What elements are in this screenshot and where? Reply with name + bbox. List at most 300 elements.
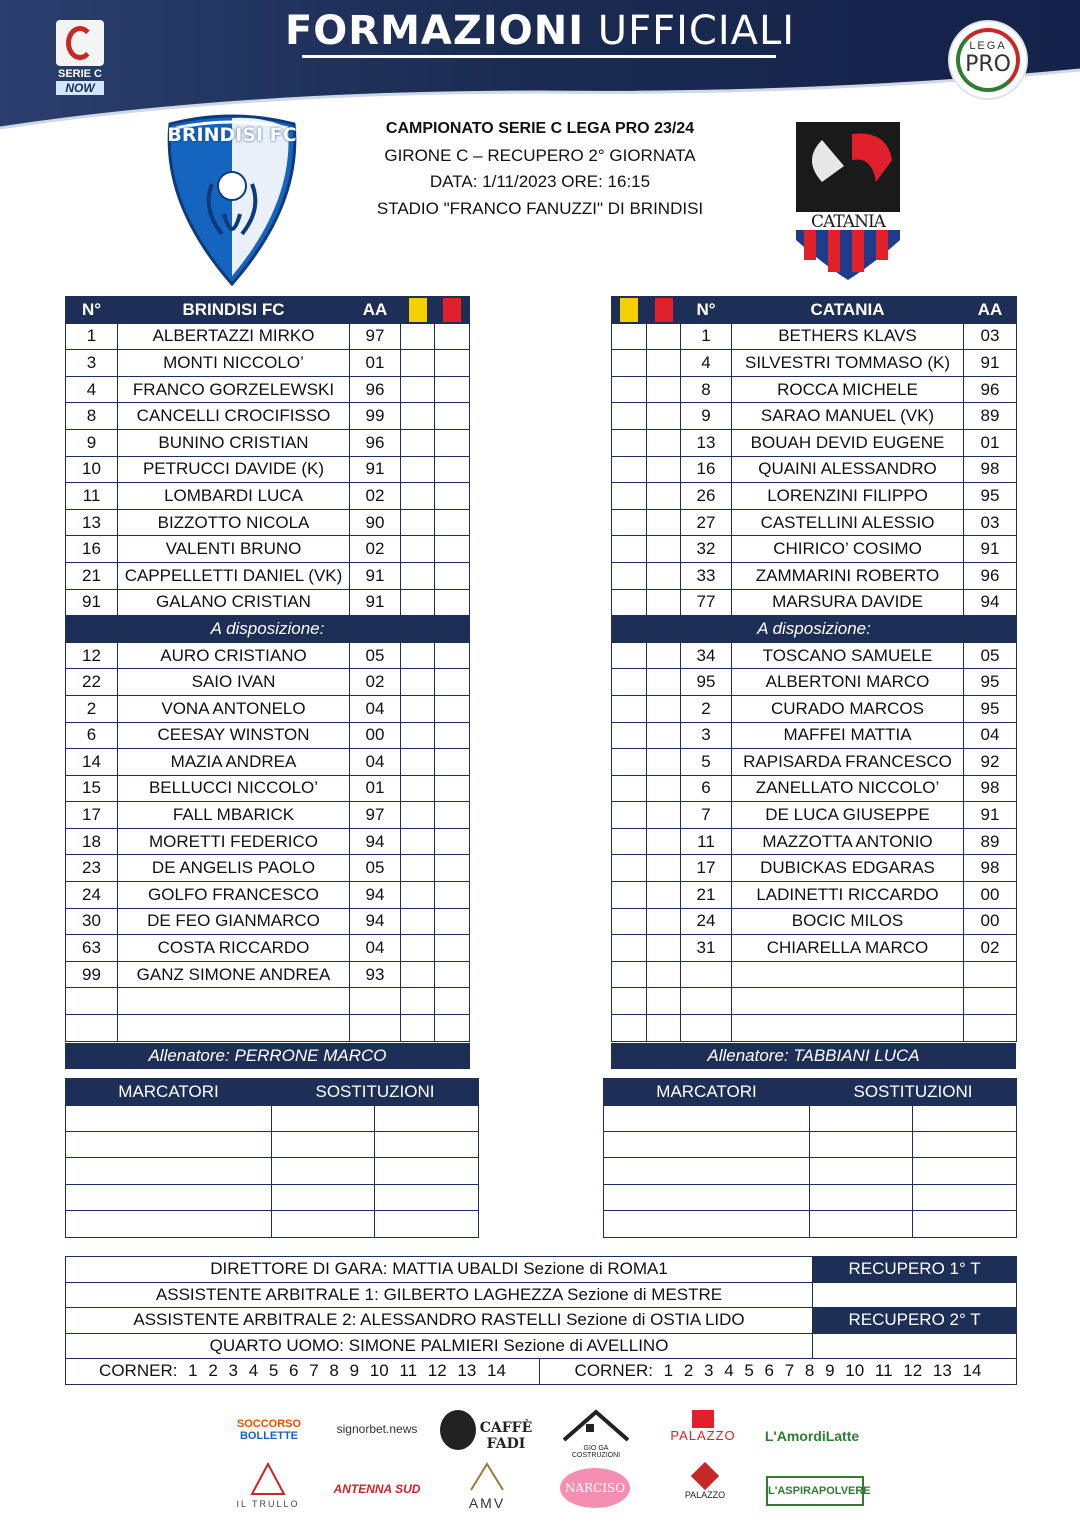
red-card-cell [647, 695, 681, 722]
red-card-header [647, 297, 681, 324]
yellow-card-cell [612, 536, 647, 563]
sponsor-gio-ga-costruzioni: GIO GA COSTRUZIONI [560, 1408, 632, 1454]
yellow-card-cell [401, 376, 435, 403]
red-card-cell [647, 509, 681, 536]
player-birth-year: 92 [964, 749, 1017, 776]
brindisi-coach: Allenatore: PERRONE MARCO [65, 1043, 470, 1069]
player-row [612, 323, 1017, 350]
player-name: BUNINO CRISTIAN [118, 429, 350, 456]
championship-title: CAMPIONATO SERIE C LEGA PRO 23/24 [385, 120, 695, 137]
player-birth-year: 91 [964, 802, 1017, 829]
yellow-card-cell [401, 1015, 435, 1042]
red-card-cell [435, 749, 470, 776]
serie-c-now-logo: SERIE C NOW [56, 20, 104, 96]
substitutions-header: SOSTITUZIONI [810, 1079, 1017, 1106]
player-number: 23 [66, 855, 118, 882]
yellow-card-cell [612, 935, 647, 962]
yellow-card-cell [401, 935, 435, 962]
red-card-cell [647, 749, 681, 776]
brindisi-scorers-table [65, 1078, 479, 1238]
player-number: 12 [66, 642, 118, 669]
catania-crest [792, 120, 904, 282]
red-card-cell [435, 509, 470, 536]
player-birth-year: 01 [350, 350, 401, 377]
player-row [66, 935, 470, 962]
player-row [66, 483, 470, 510]
yellow-card-cell [612, 403, 647, 430]
yellow-card-cell [612, 722, 647, 749]
player-birth-year: 04 [350, 695, 401, 722]
player-birth-year: 00 [350, 722, 401, 749]
player-birth-year: 89 [964, 403, 1017, 430]
player-row [66, 323, 470, 350]
player-number: 3 [66, 350, 118, 377]
player-name: GOLFO FRANCESCO [118, 882, 350, 909]
yellow-card-cell [612, 429, 647, 456]
player-number [681, 988, 732, 1015]
yellow-card-header [401, 297, 435, 324]
player-birth-year: 91 [964, 350, 1017, 377]
yellow-card-cell [401, 509, 435, 536]
red-card-cell [435, 589, 470, 616]
player-name: FALL MBARICK [118, 802, 350, 829]
player-number: 16 [681, 456, 732, 483]
yellow-card-cell [401, 855, 435, 882]
player-number: 21 [681, 882, 732, 909]
player-number: 22 [66, 669, 118, 696]
red-card-cell [647, 828, 681, 855]
header-banner [0, 0, 1080, 130]
yellow-card-cell [401, 589, 435, 616]
player-name: MAZIA ANDREA [118, 749, 350, 776]
player-birth-year: 94 [350, 882, 401, 909]
red-card-cell [647, 376, 681, 403]
player-birth-year: 97 [350, 323, 401, 350]
yellow-card-cell [401, 961, 435, 988]
player-row [66, 722, 470, 749]
red-card-cell [435, 935, 470, 962]
yellow-card-cell [401, 722, 435, 749]
red-card-cell [435, 562, 470, 589]
col-birth-year: AA [350, 297, 401, 324]
red-card-cell [435, 882, 470, 909]
player-number: 99 [66, 961, 118, 988]
page-title: FORMAZIONI UFFICIALI [284, 8, 796, 54]
player-name: MORETTI FEDERICO [118, 828, 350, 855]
player-number: 15 [66, 775, 118, 802]
player-birth-year: 95 [964, 669, 1017, 696]
player-birth-year: 98 [964, 456, 1017, 483]
player-row [612, 429, 1017, 456]
player-birth-year: 94 [350, 828, 401, 855]
player-name: CASTELLINI ALESSIO [732, 509, 964, 536]
yellow-card-cell [612, 456, 647, 483]
player-name [732, 988, 964, 1015]
sponsor-amv: AMV [460, 1462, 514, 1512]
player-row [612, 855, 1017, 882]
player-row [66, 695, 470, 722]
player-number: 9 [66, 429, 118, 456]
catania-coach: Allenatore: TABBIANI LUCA [611, 1043, 1016, 1069]
player-row [612, 802, 1017, 829]
player-name: DE FEO GIANMARCO [118, 908, 350, 935]
player-row [66, 882, 470, 909]
red-card-cell [647, 456, 681, 483]
red-card-cell [435, 483, 470, 510]
yellow-card-cell [401, 749, 435, 776]
player-birth-year: 03 [964, 509, 1017, 536]
player-row [66, 562, 470, 589]
player-number: 17 [66, 802, 118, 829]
yellow-card-cell [401, 323, 435, 350]
player-name: GALANO CRISTIAN [118, 589, 350, 616]
player-number: 13 [66, 509, 118, 536]
player-number: 34 [681, 642, 732, 669]
player-birth-year [964, 988, 1017, 1015]
yellow-card-cell [401, 775, 435, 802]
player-row [612, 589, 1017, 616]
player-number [66, 1015, 118, 1042]
match-date: DATA: 1/11/2023 ORE: 16:15 [429, 172, 651, 191]
player-row [66, 429, 470, 456]
player-birth-year [964, 961, 1017, 988]
red-card-cell [647, 908, 681, 935]
scorers-header: MARCATORI [66, 1079, 272, 1106]
sponsor-signorbet: signorbet.news [336, 1422, 418, 1436]
player-row [66, 350, 470, 377]
red-card-cell [435, 642, 470, 669]
red-card-cell [647, 988, 681, 1015]
yellow-card-cell [612, 350, 647, 377]
player-name: BOCIC MILOS [732, 908, 964, 935]
player-birth-year: 91 [350, 589, 401, 616]
player-birth-year: 96 [350, 429, 401, 456]
recupero-second-half-value [813, 1333, 1017, 1359]
player-number [66, 988, 118, 1015]
player-row [612, 483, 1017, 510]
player-row [66, 669, 470, 696]
red-card-cell [435, 828, 470, 855]
col-number: N° [681, 297, 732, 324]
col-team-name: CATANIA [732, 297, 964, 324]
player-row [66, 961, 470, 988]
player-number: 4 [66, 376, 118, 403]
red-card-cell [647, 589, 681, 616]
yellow-card-cell [401, 802, 435, 829]
yellow-card-cell [612, 669, 647, 696]
player-number: 9 [681, 403, 732, 430]
player-number: 33 [681, 562, 732, 589]
yellow-card-cell [401, 695, 435, 722]
substitutes-label: A disposizione: [66, 616, 470, 643]
player-row [612, 695, 1017, 722]
player-number: 63 [66, 935, 118, 962]
player-number: 27 [681, 509, 732, 536]
player-number: 6 [681, 775, 732, 802]
yellow-card-cell [401, 988, 435, 1015]
player-row [66, 775, 470, 802]
player-name: MAZZOTTA ANTONIO [732, 828, 964, 855]
yellow-card-cell [612, 988, 647, 1015]
yellow-card-cell [612, 562, 647, 589]
yellow-card-cell [612, 589, 647, 616]
player-number: 10 [66, 456, 118, 483]
player-birth-year: 96 [964, 562, 1017, 589]
player-name: DUBICKAS EDGARAS [732, 855, 964, 882]
player-birth-year: 95 [964, 483, 1017, 510]
player-number: 17 [681, 855, 732, 882]
player-name [732, 961, 964, 988]
red-card-cell [647, 483, 681, 510]
red-card-cell [647, 775, 681, 802]
yellow-card-cell [612, 882, 647, 909]
player-row [66, 509, 470, 536]
red-card-cell [435, 403, 470, 430]
yellow-card-cell [401, 403, 435, 430]
player-name: TOSCANO SAMUELE [732, 642, 964, 669]
player-row [66, 456, 470, 483]
player-name: ZANELLATO NICCOLO’ [732, 775, 964, 802]
player-birth-year: 05 [350, 642, 401, 669]
yellow-card-cell [612, 483, 647, 510]
red-card-cell [435, 908, 470, 935]
player-row [66, 536, 470, 563]
yellow-card-cell [612, 376, 647, 403]
lega-pro-logo: LEGA PRO [950, 22, 1026, 98]
player-birth-year: 91 [350, 456, 401, 483]
yellow-card-cell [612, 695, 647, 722]
player-birth-year: 96 [350, 376, 401, 403]
player-number: 95 [681, 669, 732, 696]
catania-lineup-table [611, 296, 1017, 1042]
player-row [66, 855, 470, 882]
player-number: 7 [681, 802, 732, 829]
referee: DIRETTORE DI GARA: MATTIA UBALDI Sezione di ROMA1 [66, 1257, 813, 1283]
col-team-name: BRINDISI FC [118, 297, 350, 324]
yellow-card-cell [612, 828, 647, 855]
player-row [612, 376, 1017, 403]
red-card-cell [647, 802, 681, 829]
red-card-cell [647, 669, 681, 696]
yellow-card-cell [401, 350, 435, 377]
brindisi-crest [162, 114, 302, 286]
player-name: VONA ANTONELO [118, 695, 350, 722]
yellow-card-cell [401, 669, 435, 696]
col-birth-year: AA [964, 297, 1017, 324]
player-birth-year: 99 [350, 403, 401, 430]
player-birth-year: 02 [350, 483, 401, 510]
player-row [66, 403, 470, 430]
player-number: 8 [66, 403, 118, 430]
player-birth-year: 00 [964, 908, 1017, 935]
sponsor-antenna-sud: ANTENNA SUD [333, 1482, 421, 1496]
red-card-cell [647, 429, 681, 456]
player-birth-year: 95 [964, 695, 1017, 722]
player-name: ROCCA MICHELE [732, 376, 964, 403]
player-number: 13 [681, 429, 732, 456]
title-underline [302, 55, 776, 58]
player-birth-year: 02 [350, 669, 401, 696]
player-name: QUAINI ALESSANDRO [732, 456, 964, 483]
player-row [66, 749, 470, 776]
player-number: 32 [681, 536, 732, 563]
player-row [612, 775, 1017, 802]
player-number: 24 [681, 908, 732, 935]
player-name: BELLUCCI NICCOLO’ [118, 775, 350, 802]
player-name: SILVESTRI TOMMASO (K) [732, 350, 964, 377]
player-birth-year: 94 [964, 589, 1017, 616]
red-card-cell [647, 642, 681, 669]
player-name: MONTI NICCOLO’ [118, 350, 350, 377]
sponsor-amor-di-latte: L'AmordiLatte [764, 1428, 860, 1444]
player-name: MAFFEI MATTIA [732, 722, 964, 749]
red-card-cell [647, 722, 681, 749]
assistant-referee-2: ASSISTENTE ARBITRALE 2: ALESSANDRO RASTELLI Sezione di OSTIA LIDO [66, 1308, 813, 1334]
player-name: CHIRICO’ COSIMO [732, 536, 964, 563]
player-name: FRANCO GORZELEWSKI [118, 376, 350, 403]
red-card-cell [435, 988, 470, 1015]
player-number: 3 [681, 722, 732, 749]
sponsor-soccorso-bollette: SOCCORSO BOLLETTE [236, 1418, 302, 1442]
player-number: 1 [66, 323, 118, 350]
player-birth-year: 98 [964, 855, 1017, 882]
player-number: 2 [681, 695, 732, 722]
player-name: PETRUCCI DAVIDE (K) [118, 456, 350, 483]
player-birth-year: 97 [350, 802, 401, 829]
red-card-cell [647, 562, 681, 589]
player-row [612, 642, 1017, 669]
yellow-card-header [612, 297, 647, 324]
player-row [612, 722, 1017, 749]
player-birth-year: 04 [350, 935, 401, 962]
yellow-card-cell [612, 775, 647, 802]
player-row [612, 669, 1017, 696]
match-info [330, 116, 750, 222]
corner-away: CORNER: 1 2 3 4 5 6 7 8 9 10 11 12 13 14 [540, 1359, 1017, 1385]
player-number [681, 961, 732, 988]
col-number: N° [66, 297, 118, 324]
player-birth-year: 03 [964, 323, 1017, 350]
brindisi-lineup-table [65, 296, 470, 1042]
player-row [612, 749, 1017, 776]
player-name: SARAO MANUEL (VK) [732, 403, 964, 430]
player-birth-year [964, 1015, 1017, 1042]
player-name: LADINETTI RICCARDO [732, 882, 964, 909]
red-card-cell [435, 722, 470, 749]
red-card-cell [647, 536, 681, 563]
red-card-cell [435, 961, 470, 988]
player-birth-year: 02 [964, 935, 1017, 962]
player-name: AURO CRISTIANO [118, 642, 350, 669]
substitutions-header: SOSTITUZIONI [272, 1079, 479, 1106]
red-card-cell [435, 669, 470, 696]
round-info: GIRONE C – RECUPERO 2° GIORNATA [384, 145, 696, 165]
sponsor-narciso: NARCISO [560, 1468, 630, 1508]
player-name: CHIARELLA MARCO [732, 935, 964, 962]
catania-crest-label: CATANIA [811, 212, 885, 232]
yellow-card-cell [401, 882, 435, 909]
yellow-card-cell [401, 642, 435, 669]
yellow-card-cell [401, 456, 435, 483]
player-name: BIZZOTTO NICOLA [118, 509, 350, 536]
player-name [732, 1015, 964, 1042]
player-name: CURADO MARCOS [732, 695, 964, 722]
red-card-cell [435, 695, 470, 722]
player-number: 11 [66, 483, 118, 510]
red-card-cell [435, 456, 470, 483]
recupero-first-half: RECUPERO 1° T [813, 1257, 1017, 1283]
player-number: 26 [681, 483, 732, 510]
player-name [118, 988, 350, 1015]
player-number: 6 [66, 722, 118, 749]
player-name: SAIO IVAN [118, 669, 350, 696]
player-birth-year: 00 [964, 882, 1017, 909]
red-card-cell [647, 403, 681, 430]
officials-table [65, 1256, 1017, 1385]
player-name: GANZ SIMONE ANDREA [118, 961, 350, 988]
player-row [66, 828, 470, 855]
player-birth-year: 04 [964, 722, 1017, 749]
player-birth-year [350, 1015, 401, 1042]
red-card-cell [435, 350, 470, 377]
player-row [66, 642, 470, 669]
player-row [66, 376, 470, 403]
sponsor-aspirapolvere: L'ASPIRAPOLVERE [766, 1476, 864, 1506]
yellow-card-cell [612, 802, 647, 829]
player-row [66, 802, 470, 829]
substitutes-divider [612, 616, 1017, 643]
player-number: 11 [681, 828, 732, 855]
scorers-header: MARCATORI [604, 1079, 810, 1106]
player-row [612, 456, 1017, 483]
yellow-card-cell [612, 323, 647, 350]
player-row [612, 562, 1017, 589]
player-birth-year: 04 [350, 749, 401, 776]
player-name: BOUAH DEVID EUGENE [732, 429, 964, 456]
red-card-cell [435, 376, 470, 403]
yellow-card-cell [401, 908, 435, 935]
player-row [612, 961, 1017, 988]
sponsor-il-trullo: IL TRULLO [232, 1462, 304, 1512]
yellow-card-cell [401, 536, 435, 563]
player-number: 14 [66, 749, 118, 776]
red-card-cell [435, 536, 470, 563]
player-birth-year: 05 [964, 642, 1017, 669]
player-name: ZAMMARINI ROBERTO [732, 562, 964, 589]
substitutes-label: A disposizione: [612, 616, 1017, 643]
player-row [612, 935, 1017, 962]
yellow-card-cell [401, 828, 435, 855]
player-number: 91 [66, 589, 118, 616]
player-name: LORENZINI FILIPPO [732, 483, 964, 510]
player-row [612, 828, 1017, 855]
red-card-cell [647, 882, 681, 909]
substitutes-divider [66, 616, 470, 643]
player-row [66, 1015, 470, 1042]
yellow-card-cell [612, 509, 647, 536]
yellow-card-cell [612, 1015, 647, 1042]
sponsor-palazzo-costruzioni: PALAZZO [670, 1466, 740, 1516]
red-card-cell [435, 323, 470, 350]
player-number: 2 [66, 695, 118, 722]
sponsor-caffe-fadi: CAFFÈ FADI [440, 1410, 536, 1454]
player-row [612, 882, 1017, 909]
player-name: COSTA RICCARDO [118, 935, 350, 962]
yellow-card-cell [612, 908, 647, 935]
player-number: 30 [66, 908, 118, 935]
sponsor-palazzo: PALAZZO [666, 1410, 740, 1456]
player-birth-year: 01 [964, 429, 1017, 456]
